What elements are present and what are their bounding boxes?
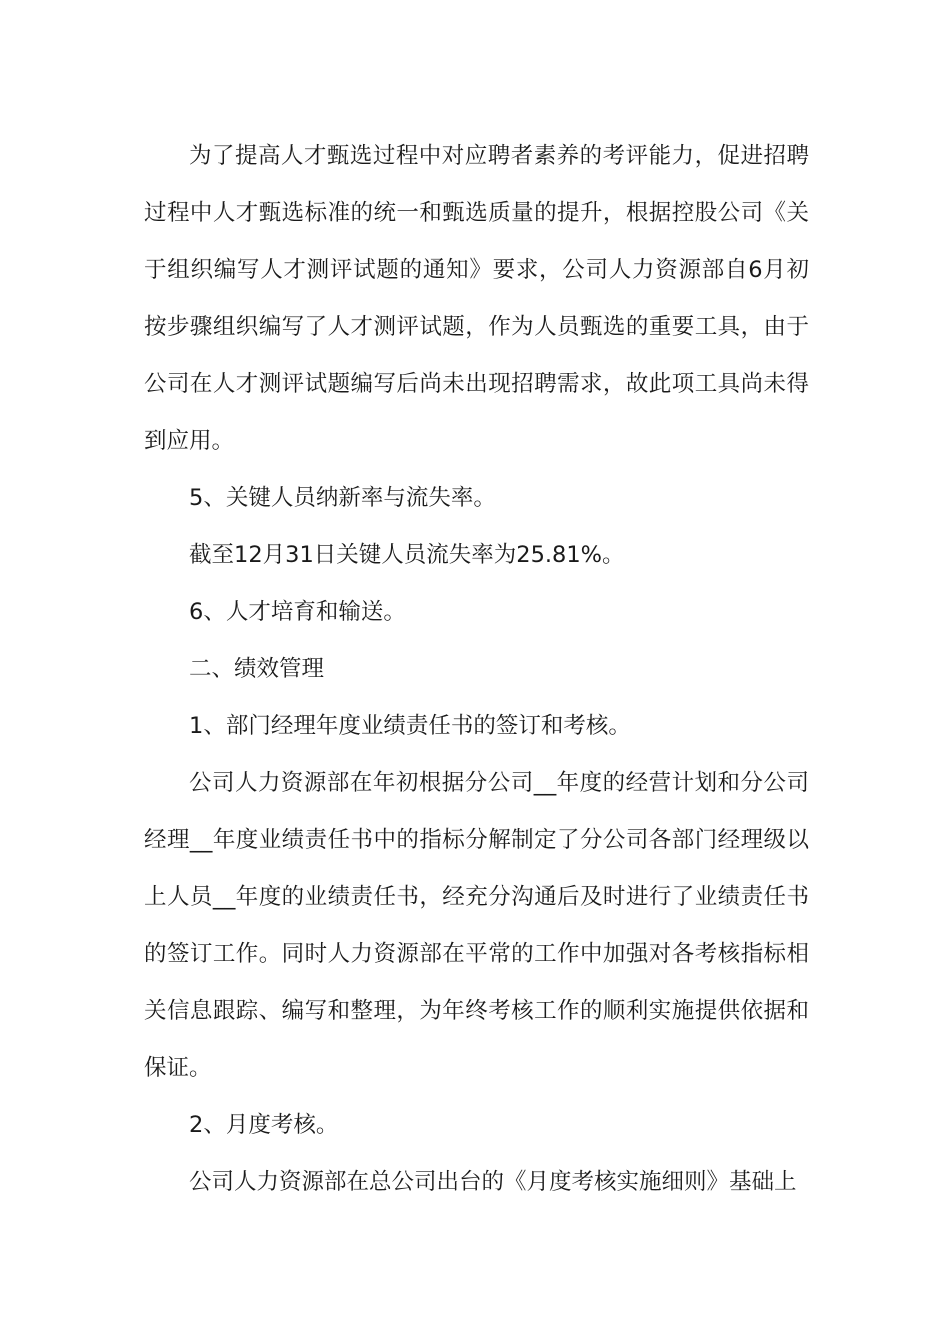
paragraph-responsibility-letters: 公司人力资源部在年初根据分公司__年度的经营计划和分公司经理__年度业绩责任书中的指标分解制定了分公司各部门经理级以上人员__年度的业绩责任书，经充分沟通后及时进行了业绩责任书的签订工作。同时人力资源部在平常的工作中加强对各考核指标相关信息跟踪、编写和整理，为年终考核工作的顺利实施提供依据和保证。 — [144, 770, 809, 1081]
heading-performance-management: 二、绩效管理 — [189, 656, 325, 682]
paragraph-talent-assessment: 为了提高人才甄选过程中对应聘者素养的考评能力，促进招聘过程中人才甄选标准的统一和甄选质量的提升，根据控股公司《关于组织编写人才测评试题的通知》要求，公司人力资源部自6月初按步骤组织编写了人才测评试题，作为人员甄选的重要工具，由于公司在人才测评试题编写后尚未出现招聘需求，故此项工具尚未得到应用。 — [144, 143, 809, 454]
heading-manager-responsibility: 1、部门经理年度业绩责任书的签订和考核。 — [189, 713, 631, 739]
paragraph-turnover-rate: 截至12月31日关键人员流失率为25.81%。 — [189, 542, 625, 568]
heading-key-staff-turnover: 5、关键人员纳新率与流失率。 — [189, 485, 496, 511]
paragraph-monthly-assessment: 公司人力资源部在总公司出台的《月度考核实施细则》基础上 — [189, 1169, 797, 1195]
document-body — [144, 128, 809, 1211]
heading-monthly-assessment: 2、月度考核。 — [189, 1112, 339, 1138]
heading-talent-development: 6、人才培育和输送。 — [189, 599, 406, 625]
